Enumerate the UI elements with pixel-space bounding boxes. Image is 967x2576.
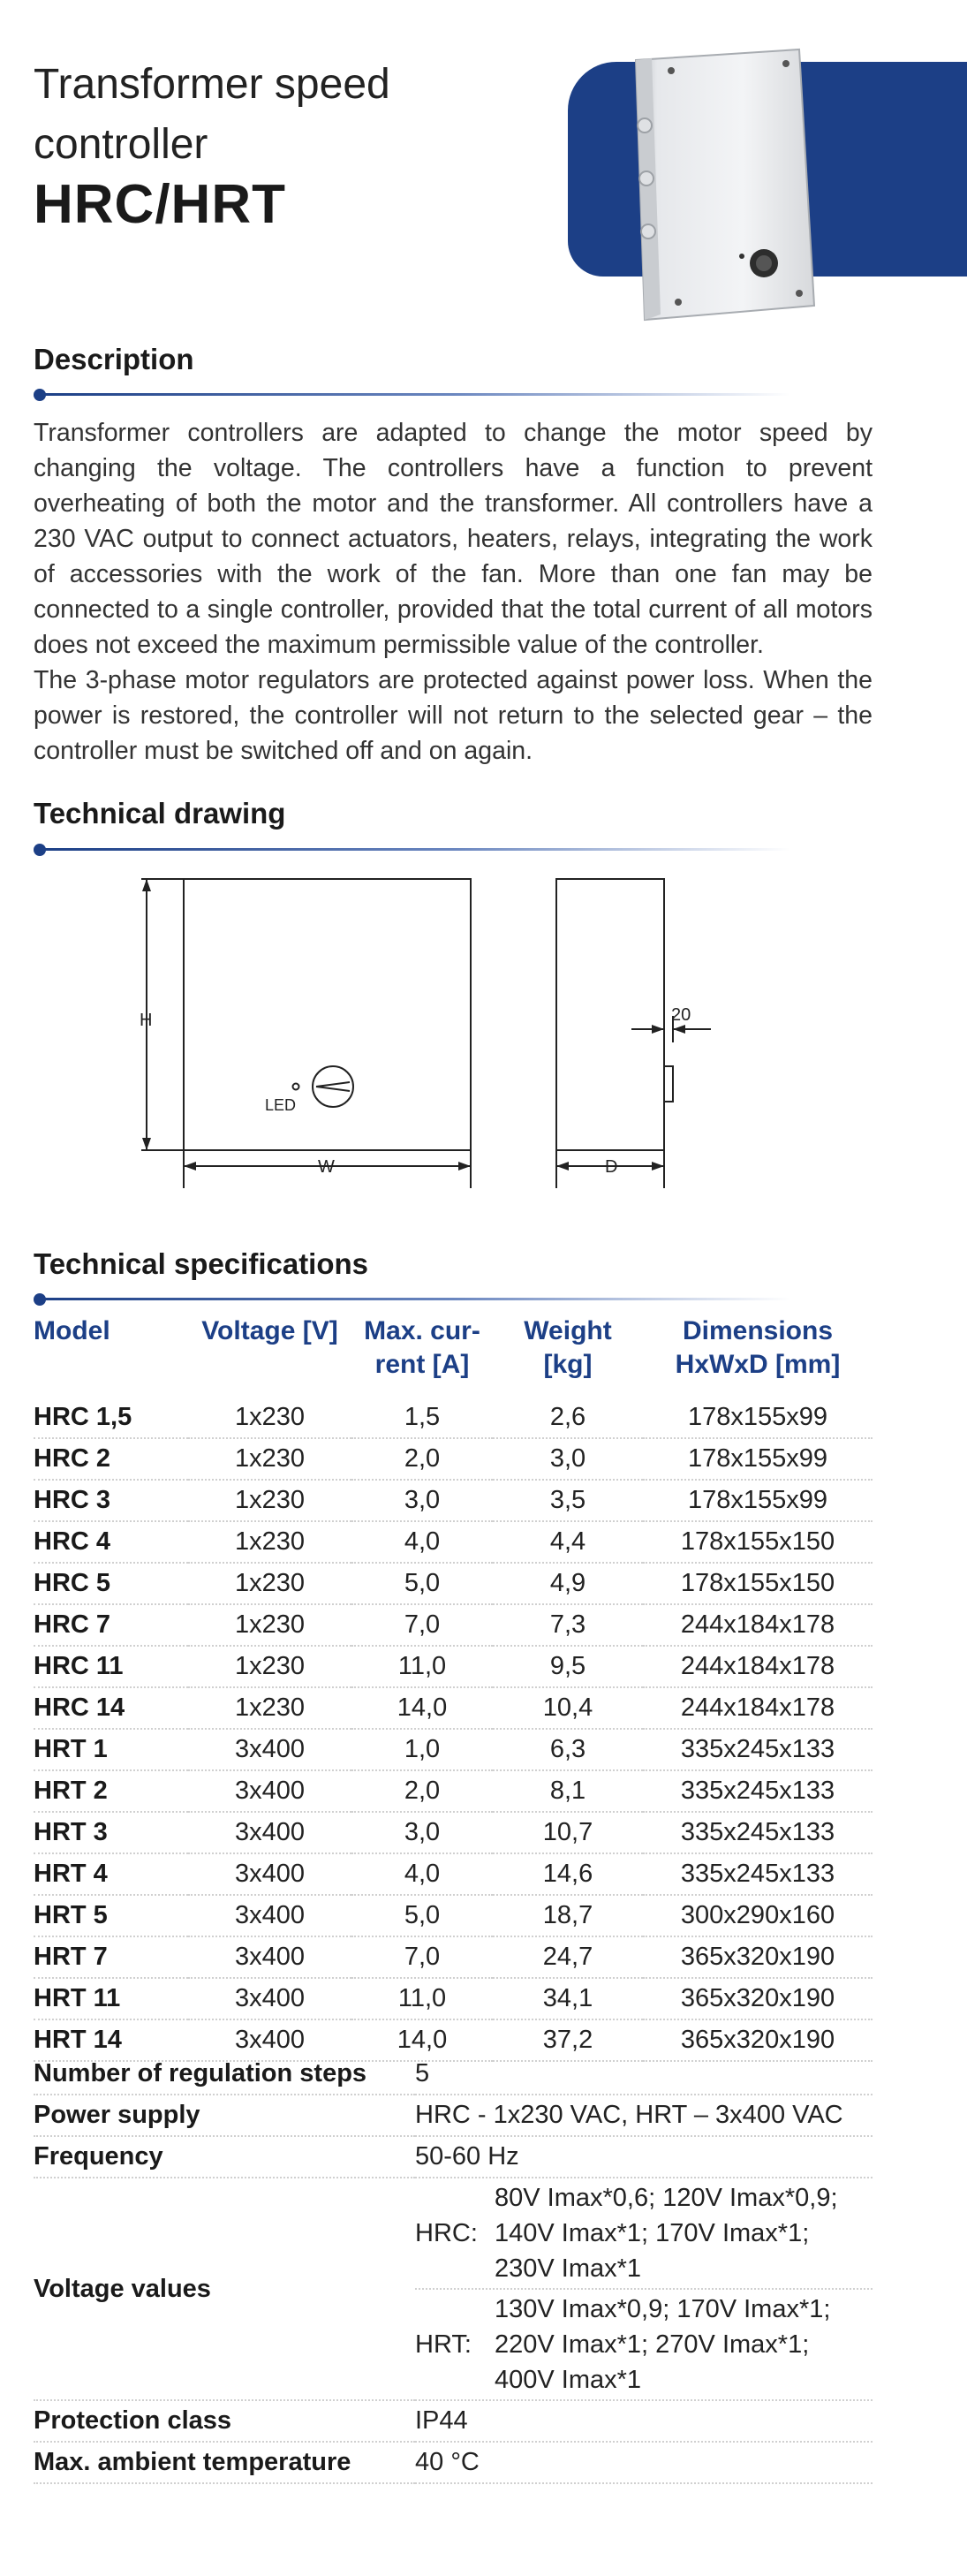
cell-voltage: 1x230 (188, 1521, 351, 1563)
cell-dimensions: 335x245x133 (643, 1729, 873, 1770)
param-value: 5 (415, 2054, 873, 2095)
product-image (618, 44, 830, 327)
cell-model: HRT 5 (34, 1895, 188, 1936)
parameters-table (34, 2054, 873, 2484)
voltage-text-line: 80V Imax*0,6; 120V Imax*0,9; (495, 2184, 838, 2212)
header-dims-line2: HxWxD [mm] (675, 1350, 841, 1379)
param-label: Voltage values (34, 2178, 415, 2400)
table-row (34, 1812, 873, 1853)
cell-weight: 3,5 (493, 1480, 643, 1521)
cell-voltage: 3x400 (188, 1853, 351, 1895)
cell-dimensions: 178x155x99 (643, 1398, 873, 1438)
table-row (34, 1480, 873, 1521)
cell-weight: 8,1 (493, 1770, 643, 1812)
label-led: LED (265, 1096, 297, 1114)
cell-voltage: 1x230 (188, 1480, 351, 1521)
voltage-code-hrt: HRT: (415, 2330, 472, 2359)
cell-current: 1,0 (351, 1729, 493, 1770)
specs-table (34, 1315, 873, 2062)
page-title (34, 55, 390, 175)
cell-model: HRC 1,5 (34, 1398, 188, 1438)
cell-weight: 3,0 (493, 1438, 643, 1480)
side-view-outline (556, 879, 664, 1150)
header-current-line1: Max. cur- (364, 1316, 480, 1345)
table-row (34, 1604, 873, 1646)
section-divider (40, 393, 790, 396)
voltage-code-hrc: HRC: (415, 2218, 478, 2247)
cell-dimensions: 244x184x178 (643, 1604, 873, 1646)
table-row (34, 1398, 873, 1438)
title-line-1: Transformer speed (34, 61, 390, 108)
table-header-row (34, 1315, 873, 1398)
cell-model: HRT 7 (34, 1936, 188, 1978)
param-label: Frequency (34, 2136, 415, 2178)
header-current (351, 1315, 493, 1398)
voltage-text-line: 220V Imax*1; 270V Imax*1; (495, 2330, 810, 2359)
section-divider (40, 1298, 790, 1300)
header-voltage: Voltage [V] (201, 1316, 338, 1345)
cell-model: HRT 1 (34, 1729, 188, 1770)
voltage-values-hrt (415, 2290, 873, 2399)
param-label: Number of regulation steps (34, 2054, 415, 2095)
cell-current: 11,0 (351, 1646, 493, 1687)
voltage-text-hrc (495, 2178, 873, 2288)
section-divider (40, 848, 790, 851)
cell-dimensions: 335x245x133 (643, 1812, 873, 1853)
label-w: W (318, 1157, 335, 1177)
cell-dimensions: 178x155x99 (643, 1438, 873, 1480)
cell-model: HRC 3 (34, 1480, 188, 1521)
drawing-heading: Technical drawing (34, 797, 286, 830)
table-row (34, 1521, 873, 1563)
cell-model: HRC 2 (34, 1438, 188, 1480)
description-text (34, 415, 873, 769)
cell-weight: 34,1 (493, 1978, 643, 2019)
param-value: 50-60 Hz (415, 2136, 873, 2178)
param-row-voltage-values (34, 2178, 873, 2400)
cell-voltage: 3x400 (188, 1729, 351, 1770)
cell-model: HRC 11 (34, 1646, 188, 1687)
cell-weight: 9,5 (493, 1646, 643, 1687)
param-label: Max. ambient temperature (34, 2442, 415, 2483)
table-row (34, 1770, 873, 1812)
cell-current: 1,5 (351, 1398, 493, 1438)
cell-weight: 6,3 (493, 1729, 643, 1770)
label-d: D (605, 1157, 618, 1177)
header-model: Model (34, 1316, 110, 1345)
table-row (34, 1687, 873, 1729)
voltage-values-cell (415, 2178, 873, 2400)
cell-current: 3,0 (351, 1812, 493, 1853)
cell-weight: 4,9 (493, 1563, 643, 1604)
cell-current: 3,0 (351, 1480, 493, 1521)
description-heading: Description (34, 343, 194, 375)
description-paragraph-2: The 3-phase motor regulators are protected against power loss. When the power is restored, the controller will not return to the selected gear – the controller must be switched off and on again. (34, 666, 873, 765)
param-value: HRC - 1x230 VAC, HRT – 3x400 VAC (415, 2095, 873, 2136)
cell-current: 7,0 (351, 1604, 493, 1646)
cell-weight: 4,4 (493, 1521, 643, 1563)
cell-model: HRT 4 (34, 1853, 188, 1895)
cell-current: 14,0 (351, 1687, 493, 1729)
front-view-outline (184, 879, 471, 1150)
label-20: 20 (671, 1005, 691, 1025)
cell-weight: 10,4 (493, 1687, 643, 1729)
param-row-temperature (34, 2442, 873, 2483)
cell-voltage: 3x400 (188, 1936, 351, 1978)
voltage-values-hrc (415, 2178, 873, 2290)
cell-voltage: 3x400 (188, 1770, 351, 1812)
cell-voltage: 1x230 (188, 1604, 351, 1646)
cell-dimensions: 244x184x178 (643, 1646, 873, 1687)
cell-dimensions: 244x184x178 (643, 1687, 873, 1729)
cell-weight: 18,7 (493, 1895, 643, 1936)
cell-current: 14,0 (351, 2019, 493, 2061)
table-row (34, 1646, 873, 1687)
cell-current: 4,0 (351, 1853, 493, 1895)
cell-current: 5,0 (351, 1563, 493, 1604)
cell-voltage: 1x230 (188, 1687, 351, 1729)
cell-dimensions: 365x320x190 (643, 1978, 873, 2019)
voltage-text-line: 140V Imax*1; 170V Imax*1; (495, 2219, 810, 2247)
cell-voltage: 1x230 (188, 1563, 351, 1604)
header-weight-line1: Weight (524, 1316, 612, 1345)
table-row (34, 1563, 873, 1604)
param-row-frequency (34, 2136, 873, 2178)
cell-voltage: 3x400 (188, 1895, 351, 1936)
cell-current: 7,0 (351, 1936, 493, 1978)
cell-current: 2,0 (351, 1438, 493, 1480)
voltage-text-line: 230V Imax*1 (495, 2254, 642, 2283)
cell-voltage: 3x400 (188, 2019, 351, 2061)
cell-model: HRC 14 (34, 1687, 188, 1729)
header-dimensions (643, 1315, 873, 1398)
cell-model: HRC 5 (34, 1563, 188, 1604)
header-weight (493, 1315, 643, 1398)
table-row (34, 1936, 873, 1978)
param-label: Power supply (34, 2095, 415, 2136)
cell-weight: 24,7 (493, 1936, 643, 1978)
label-h: H (140, 1011, 153, 1030)
cell-model: HRC 4 (34, 1521, 188, 1563)
cell-current: 4,0 (351, 1521, 493, 1563)
cell-weight: 10,7 (493, 1812, 643, 1853)
cell-voltage: 3x400 (188, 1812, 351, 1853)
table-row (34, 1438, 873, 1480)
header-dims-line1: Dimensions (682, 1316, 834, 1345)
cell-dimensions: 335x245x133 (643, 1770, 873, 1812)
cell-model: HRC 7 (34, 1604, 188, 1646)
cell-dimensions: 178x155x150 (643, 1563, 873, 1604)
cell-dimensions: 178x155x150 (643, 1521, 873, 1563)
specs-heading: Technical specifications (34, 1247, 369, 1280)
technical-drawing (124, 870, 742, 1215)
cell-dimensions: 365x320x190 (643, 1936, 873, 1978)
cell-voltage: 1x230 (188, 1646, 351, 1687)
cell-weight: 7,3 (493, 1604, 643, 1646)
param-value: IP44 (415, 2400, 873, 2442)
cell-voltage: 1x230 (188, 1438, 351, 1480)
cell-model: HRT 2 (34, 1770, 188, 1812)
header-weight-line2: [kg] (543, 1350, 593, 1379)
param-row-protection (34, 2400, 873, 2442)
header-current-line2: rent [A] (374, 1350, 470, 1379)
cell-voltage: 1x230 (188, 1398, 351, 1438)
title-line-2: controller (34, 121, 208, 168)
cell-current: 2,0 (351, 1770, 493, 1812)
cell-weight: 14,6 (493, 1853, 643, 1895)
cell-dimensions: 365x320x190 (643, 2019, 873, 2061)
table-row (34, 1895, 873, 1936)
model-title: HRC/HRT (34, 174, 286, 235)
description-paragraph-1: Transformer controllers are adapted to change the motor speed by changing the voltage. The controllers have a function to prevent overheating of both the motor and the transformer. All controllers have a 230 VAC output to connect actuators, heaters, relays, integrating the work of accessories with the work of the fan. More than one fan may be connected to a single controller, provided that the total current of all motors does not exceed the maximum permissible value of the controller. (34, 419, 873, 659)
cell-current: 5,0 (351, 1895, 493, 1936)
cell-weight: 37,2 (493, 2019, 643, 2061)
table-row (34, 1729, 873, 1770)
cell-model: HRT 3 (34, 1812, 188, 1853)
cell-dimensions: 335x245x133 (643, 1853, 873, 1895)
table-row (34, 1978, 873, 2019)
param-row-steps (34, 2054, 873, 2095)
cell-voltage: 3x400 (188, 1978, 351, 2019)
cell-dimensions: 178x155x99 (643, 1480, 873, 1521)
table-row (34, 1853, 873, 1895)
voltage-text-hrt (495, 2290, 873, 2399)
param-value: 40 °C (415, 2442, 873, 2483)
voltage-text-line: 130V Imax*0,9; 170V Imax*1; (495, 2295, 831, 2323)
param-label: Protection class (34, 2400, 415, 2442)
cell-model: HRT 14 (34, 2019, 188, 2061)
cell-weight: 2,6 (493, 1398, 643, 1438)
cell-model: HRT 11 (34, 1978, 188, 2019)
voltage-text-line: 400V Imax*1 (495, 2366, 642, 2394)
cell-dimensions: 300x290x160 (643, 1895, 873, 1936)
cell-current: 11,0 (351, 1978, 493, 2019)
param-row-power (34, 2095, 873, 2136)
